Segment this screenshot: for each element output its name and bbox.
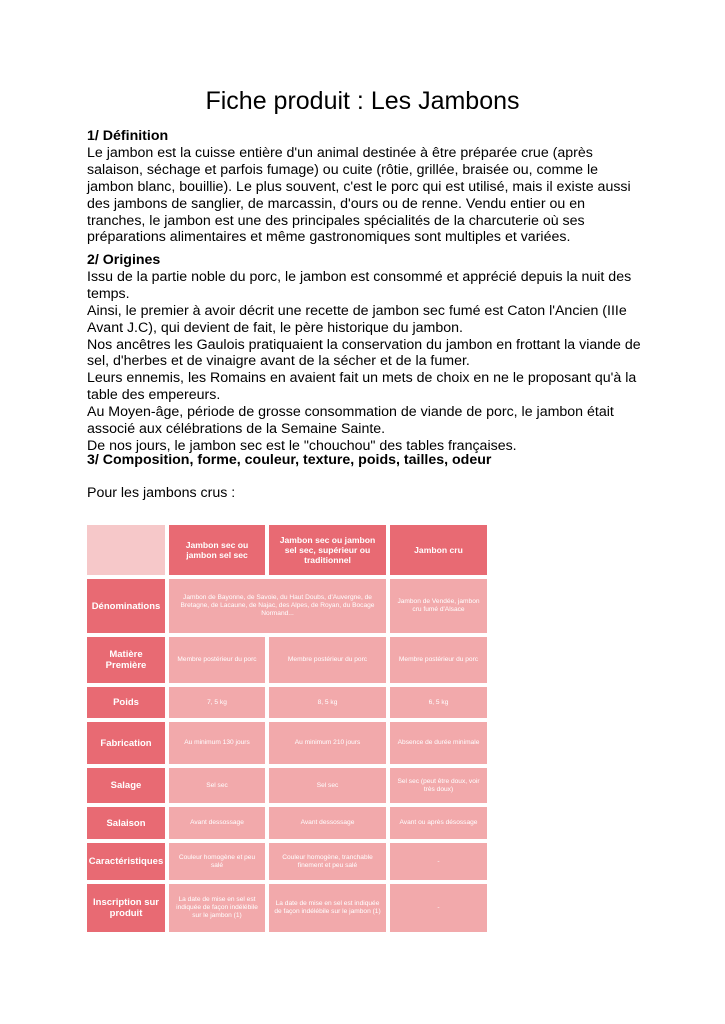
table-row xyxy=(87,807,491,839)
table-cell: Jambon de Bayonne, de Savoie, du Haut Doubs, d'Auvergne, de Bretagne, de Lacaune, de Najac, des Alpes, de Royan, du Bocage Normand... xyxy=(169,579,386,633)
table-cell: 7, 5 kg xyxy=(169,687,265,718)
table-cell: Au minimum 210 jours xyxy=(269,722,386,764)
table-cell: Membre postérieur du porc xyxy=(169,637,265,683)
table-cell: - xyxy=(390,884,487,932)
table-cell: Couleur homogène, tranchable finement et peu salé xyxy=(269,843,386,880)
section-text: Le jambon est la cuisse entière d'un animal destinée à être préparée crue (après salaison, séchage et parfois fumage) ou cuite (rôtie, grillée, braisée ou, comme le jambon blanc, bouillie). Le plus souvent, c'est le porc qui est utilisé, mais il existe aussi des jambons de sanglier, de marcassin, d'ours ou de renne. Vendu entier ou en tranches, le jambon est une des principales spécialités de la charcuterie où ses préparations alimentaires et même gastronomiques sont multiples et variées. xyxy=(87,144,631,246)
table-cell: Sel sec (peut être doux, voir très doux) xyxy=(390,768,487,803)
table-cell: Avant ou après désossage xyxy=(390,807,487,839)
paragraph: De nos jours, le jambon sec est le "chouchou" des tables françaises. xyxy=(87,437,517,454)
paragraph: Leurs ennemis, les Romains en avaient fait un mets de choix en ne le proposant qu'à la table des empereurs. xyxy=(87,370,637,404)
column-header: Jambon cru xyxy=(390,525,487,575)
table-cell: Avant dessossage xyxy=(269,807,386,839)
table-cell: Membre postérieur du porc xyxy=(269,637,386,683)
table-row xyxy=(87,579,491,633)
paragraph: Ainsi, le premier à avoir décrit une recette de jambon sec fumé est Caton l'Ancien (IIIe Avant J.C), qui devient de fait, le père historique du jambon. xyxy=(87,302,627,336)
table-cell: Couleur homogène et peu salé xyxy=(169,843,265,880)
table-row xyxy=(87,687,491,718)
table-cell: Absence de durée minimale xyxy=(390,722,487,764)
row-label: Salaison xyxy=(87,807,165,839)
table-header-row xyxy=(87,525,491,575)
paragraph: Nos ancêtres les Gaulois pratiquaient la conservation du jambon en frottant la viande de sel, d'herbes et de vinaigre avant de la sécher et de la fumer. xyxy=(87,336,641,370)
intro-text xyxy=(87,485,647,502)
row-label: Fabrication xyxy=(87,722,165,764)
table-row xyxy=(87,884,491,932)
section-heading: 1/ Définition xyxy=(87,128,169,144)
ham-table xyxy=(87,525,491,936)
section-composition xyxy=(87,452,647,469)
table-row xyxy=(87,722,491,764)
table-cell: 6, 5 kg xyxy=(390,687,487,718)
intro-line: Pour les jambons crus : xyxy=(87,485,236,501)
paragraph: Issu de la partie noble du porc, le jambon est consommé et apprécié depuis la nuit des temps. xyxy=(87,268,632,302)
table-cell: Membre postérieur du porc xyxy=(390,637,487,683)
row-label: Caractéristiques xyxy=(87,843,165,880)
column-header: Jambon sec ou jambon sel sec xyxy=(169,525,265,575)
section-origines xyxy=(87,252,647,455)
table-row xyxy=(87,768,491,803)
header-corner xyxy=(87,525,165,575)
paragraph: Au Moyen-âge, période de grosse consommation de viande de porc, le jambon était associé aux célébrations de la Semaine Sainte. xyxy=(87,404,614,438)
row-label: Inscription sur produit xyxy=(87,884,165,932)
table-cell: Sel sec xyxy=(169,768,265,803)
table-row xyxy=(87,637,491,683)
section-definition xyxy=(87,128,647,246)
table-cell: Sel sec xyxy=(269,768,386,803)
table-cell: Jambon de Vendée, jambon cru fumé d'Alsace xyxy=(390,579,487,633)
section-heading: 2/ Origines xyxy=(87,252,161,268)
section-heading: 3/ Composition, forme, couleur, texture, poids, tailles, odeur xyxy=(87,452,492,468)
row-label: Matière Première xyxy=(87,637,165,683)
row-label: Salage xyxy=(87,768,165,803)
row-label: Poids xyxy=(87,687,165,718)
table-cell: Avant dessossage xyxy=(169,807,265,839)
table-row xyxy=(87,843,491,880)
row-label: Dénominations xyxy=(87,579,165,633)
page-title: Fiche produit : Les Jambons xyxy=(205,87,520,115)
table-cell: Au minimum 130 jours xyxy=(169,722,265,764)
column-header: Jambon sec ou jambon sel sec, supérieur ou traditionnel xyxy=(269,525,386,575)
table-cell: 8, 5 kg xyxy=(269,687,386,718)
table-cell: La date de mise en sel est indiquée de façon indélébile sur le jambon (1) xyxy=(169,884,265,932)
table-cell: - xyxy=(390,843,487,880)
table-cell: La date de mise en sel est indiquée de façon indélébile sur le jambon (1) xyxy=(269,884,386,932)
